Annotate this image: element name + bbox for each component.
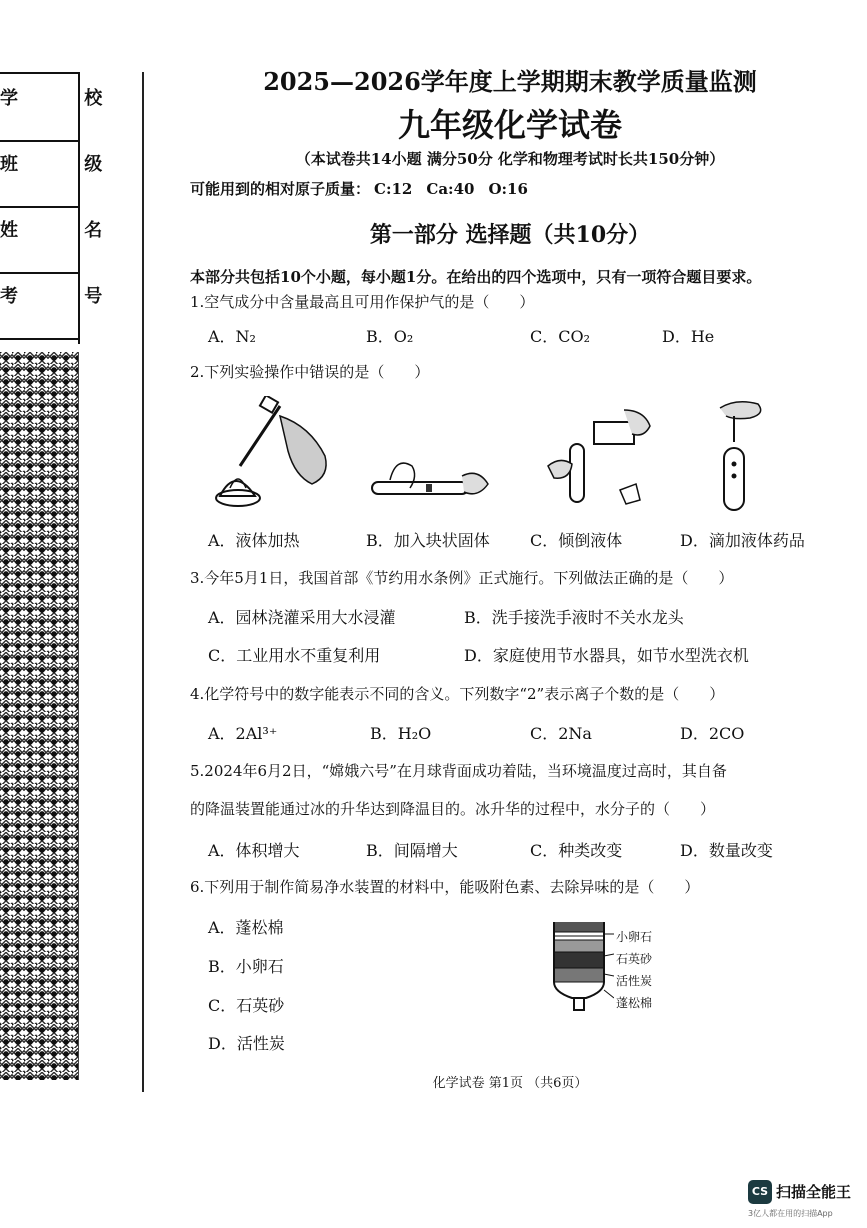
dropper-illustration: [706, 398, 776, 516]
q3-option-c: C．工业用水不重复利用: [208, 646, 381, 665]
binding-strip: [0, 0, 140, 1228]
section-instructions: 本部分共包括10个小题，每小题1分。在给出的四个选项中，只有一项符合题目要求。: [190, 268, 762, 286]
add-solid-illustration: [366, 446, 496, 506]
q3-option-a: A．园林浇灌采用大水浸灌: [208, 608, 396, 627]
pour-liquid-illustration: [540, 404, 660, 514]
filter-label-carbon: 活性炭: [616, 974, 653, 988]
question-4-stem: 4.化学符号中的数字能表示不同的含义。下列数字“2”表示离子个数的是（ ）: [190, 685, 725, 703]
question-5-stem: 5.2024年6月2日，“嫦娥六号”在月球背面成功着陆，当环境温度过高时，其自备: [190, 762, 727, 780]
exam-title-line1: 2025—2026学年度上学期期末教学质量监测: [263, 67, 757, 96]
q6-option-c: C．石英砂: [208, 996, 285, 1015]
school-field: 学 校: [0, 74, 78, 142]
liquid-heating-illustration: [200, 396, 340, 516]
decorative-pattern: [0, 352, 79, 1080]
atomic-masses: 可能用到的相对原子质量： C:12 Ca:40 O:16: [190, 180, 528, 198]
q2-option-b: B．加入块状固体: [366, 531, 490, 550]
q4-option-b: B．H₂O: [370, 724, 432, 743]
water-filter-illustration: [548, 918, 614, 1018]
q6-option-d: D．活性炭: [208, 1034, 285, 1053]
scanner-tagline: 3亿人都在用的扫描App: [748, 1209, 833, 1218]
question-6-stem: 6.下列用于制作简易净水装置的材料中，能吸附色素、去除异味的是（ ）: [190, 878, 700, 896]
name-field: 姓 名: [0, 206, 78, 274]
exam-subtitle: （本试卷共14小题 满分50分 化学和物理考试时长共150分钟）: [295, 150, 725, 168]
filter-label-pebbles: 小卵石: [616, 930, 653, 944]
question-1-stem: 1.空气成分中含量最高且可用作保护气的是（ ）: [190, 293, 535, 311]
class-field: 班 级: [0, 140, 78, 208]
question-5-stem-continued: 的降温装置能通过冰的升华达到降温目的。冰升华的过程中，水分子的（ ）: [190, 800, 716, 818]
q1-option-a: A．N₂: [208, 327, 256, 346]
q2-option-a: A．液体加热: [208, 531, 300, 550]
section-title: 第一部分 选择题（共10分）: [369, 222, 651, 248]
student-info-table: [0, 72, 133, 344]
q6-option-b: B．小卵石: [208, 957, 284, 976]
q2-option-d: D．滴加液体药品: [680, 531, 805, 550]
filter-label-sand: 石英砂: [616, 952, 653, 966]
scanner-watermark: [748, 1178, 864, 1222]
q2-option-c: C．倾倒液体: [530, 531, 623, 550]
q4-option-c: C．2Na: [530, 724, 592, 743]
q6-option-a: A．蓬松棉: [208, 918, 284, 937]
q3-option-b: B．洗手接洗手液时不关水龙头: [464, 608, 684, 627]
filter-label-cotton: 蓬松棉: [616, 996, 653, 1010]
q5-option-a: A．体积增大: [208, 841, 300, 860]
binding-line: [142, 72, 144, 1092]
question-3-stem: 3.今年5月1日，我国首部《节约用水条例》正式施行。下列做法正确的是（ ）: [190, 569, 734, 587]
scanner-app-name: 扫描全能王: [776, 1183, 852, 1201]
q5-option-c: C．种类改变: [530, 841, 623, 860]
exam-number-field: 考 号: [0, 272, 78, 340]
scanner-logo-icon: CS: [748, 1180, 772, 1204]
q4-option-d: D．2CO: [680, 724, 745, 743]
q5-option-b: B．间隔增大: [366, 841, 458, 860]
q1-option-b: B．O₂: [366, 327, 414, 346]
exam-title-line2: 九年级化学试卷: [397, 106, 622, 144]
question-2-stem: 2.下列实验操作中错误的是（ ）: [190, 363, 430, 381]
q4-option-a: A．2Al³⁺: [208, 724, 278, 743]
q5-option-d: D．数量改变: [680, 841, 773, 860]
q1-option-d: D．He: [662, 327, 715, 346]
q1-option-c: C．CO₂: [530, 327, 591, 346]
q3-option-d: D．家庭使用节水器具，如节水型洗衣机: [464, 646, 749, 665]
page-footer: 化学试卷 第1页 （共6页）: [432, 1076, 588, 1091]
